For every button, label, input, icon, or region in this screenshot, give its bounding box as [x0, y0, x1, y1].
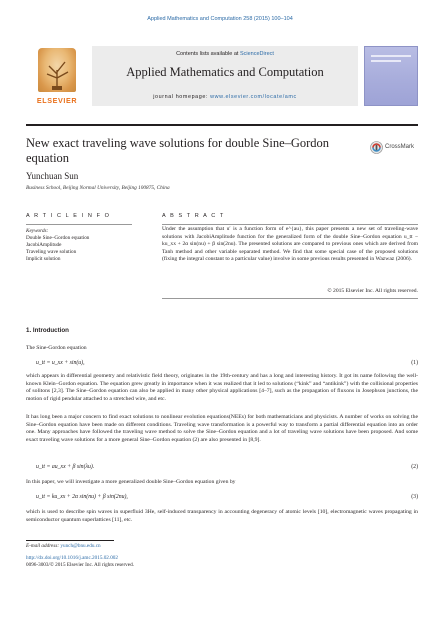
homepage-link[interactable]: www.elsevier.com/locate/amc — [210, 94, 297, 100]
doi-block — [26, 555, 134, 569]
doi-link[interactable]: http://dx.doi.org/10.1016/j.amc.2015.02.002 — [26, 555, 118, 561]
paragraph: In this paper, we will investigate a more generalized double Sine–Gordon equation given by — [26, 479, 236, 485]
journal-homepage: journal homepage: www.elsevier.com/locate/amc — [153, 94, 297, 100]
keyword-item: JacobiAmplitude — [26, 242, 62, 248]
elsevier-tree-icon — [38, 48, 76, 92]
footnote-divider — [26, 540, 114, 541]
article-info-heading: A R T I C L E I N F O — [26, 213, 111, 219]
journal-cover-thumbnail[interactable] — [364, 46, 418, 106]
journal-header — [26, 46, 418, 106]
crossmark-icon — [370, 141, 383, 154]
equation-2 — [26, 464, 418, 472]
abstract-bottom-divider — [162, 298, 418, 299]
equation-number: (2) — [411, 464, 418, 470]
crossmark-label: CrossMark — [385, 144, 415, 150]
keyword-item: Traveling wave solution — [26, 249, 77, 255]
author-affiliation: Business School, Beijing Normal University, Beijing 100875, China — [26, 185, 170, 191]
copyright-notice: © 2015 Elsevier Inc. All rights reserved. — [327, 288, 418, 294]
article-title: New exact traveling wave solutions for double Sine–Gordon equation — [26, 136, 330, 165]
keyword-item: Double Sine–Gordon equation — [26, 235, 90, 241]
elsevier-wordmark: ELSEVIER — [36, 96, 78, 105]
equation-expression: u_tt = au_xx + β sin(λu). — [36, 464, 95, 470]
keywords-label: Keywords: — [26, 228, 49, 234]
paragraph: The Sine-Gordon equation — [26, 345, 87, 351]
equation-3 — [26, 494, 418, 502]
header-divider — [26, 124, 418, 126]
paragraph: It has long been a major concern to find exact solutions to nonlinear evolution equations(NEEs) for both mathematicians and physicists. A number of works on solving the Sine–Gordon equation have been made on different conditions. Traveling wave transformation is a powerful way to transform a partial differential equation into an order one. Many approaches have followed the traveling wave method to solve the Sine–Gordon equation and a lot of traveling wave solutions have been proposed. And some exact traveling wave solutions for a more general Sine–Gordon equation (2) are also presented in [8,9]. — [26, 414, 418, 443]
equation-number: (1) — [411, 360, 418, 366]
journal-reference[interactable]: Applied Mathematics and Computation 258 (2015) 100–104 — [147, 16, 293, 22]
equation-number: (3) — [411, 494, 418, 500]
sciencedirect-link[interactable]: ScienceDirect — [239, 51, 274, 57]
elsevier-logo — [26, 46, 88, 106]
header-banner — [92, 46, 358, 106]
keyword-list — [26, 235, 89, 263]
journal-title: Applied Mathematics and Computation — [126, 65, 324, 79]
abstract-divider — [162, 224, 418, 225]
paragraph: which is used to describe spin waves in superfluid 3He, self-induced transparency in accounting degeneracy of atomic levels [10], electromagnetic waves propagating in semiconductor quantum superlattices [11], etc. — [26, 509, 418, 523]
paragraph: which appears in differential geometry and relativistic field theory, originates in the 19th-century and has a long and interesting history. It got its name following the well-known Klein–Gordon equation. The equation grew greatly in importance when it was realized that it led to solutions (“kink” and “antikink”) with the collisional properties of solitons [2,3]. The Sine–Gordon equation can also be applied in many other physical applications [4–7], such as the propagation of fluxons in Josephson junctions, the motion of rigid pendular attached to a stretched wire, and etc. — [26, 373, 418, 402]
equation-expression: u_tt = u_xx + sin(u), — [36, 360, 85, 366]
crossmark-badge[interactable] — [370, 141, 420, 155]
equation-1 — [26, 360, 418, 368]
article-info-divider — [26, 224, 132, 225]
equation-expression: u_tt = ku_xx + 2α sin(nu) + β sin(2nu), — [36, 494, 128, 500]
email-link[interactable]: yunch@bnu.edu.cn — [60, 543, 101, 549]
author-name: Yunchuan Sun — [26, 171, 79, 181]
footnote-email: E-mail address: yunch@bnu.edu.cn — [26, 543, 101, 549]
section-heading-introduction: 1. Introduction — [26, 327, 69, 334]
abstract-heading: A B S T R A C T — [162, 213, 225, 219]
abstract-text: Under the assumption that u′ is a function form of e^{au}, this paper presents a new set of traveling-wave solutions with JacobiAmplitude function for the generalized form of the double Sine–Gordon equation u_tt − ku_xx + 2α sin(nu) + β sin(2nu). The presented solutions are compared to previous ones which are derived from Tanh method and other variable separated method. We find that some special case of the proposed solutions (fixing the integral constant to a particular value) involve in some previous results presented in Wazwaz (2006). — [162, 226, 418, 263]
contents-line: Contents lists available at ScienceDirect — [176, 51, 274, 57]
issn-line: 0096-3003/© 2015 Elsevier Inc. All rights reserved. — [26, 561, 134, 568]
keyword-item: Implicit solution — [26, 256, 61, 262]
